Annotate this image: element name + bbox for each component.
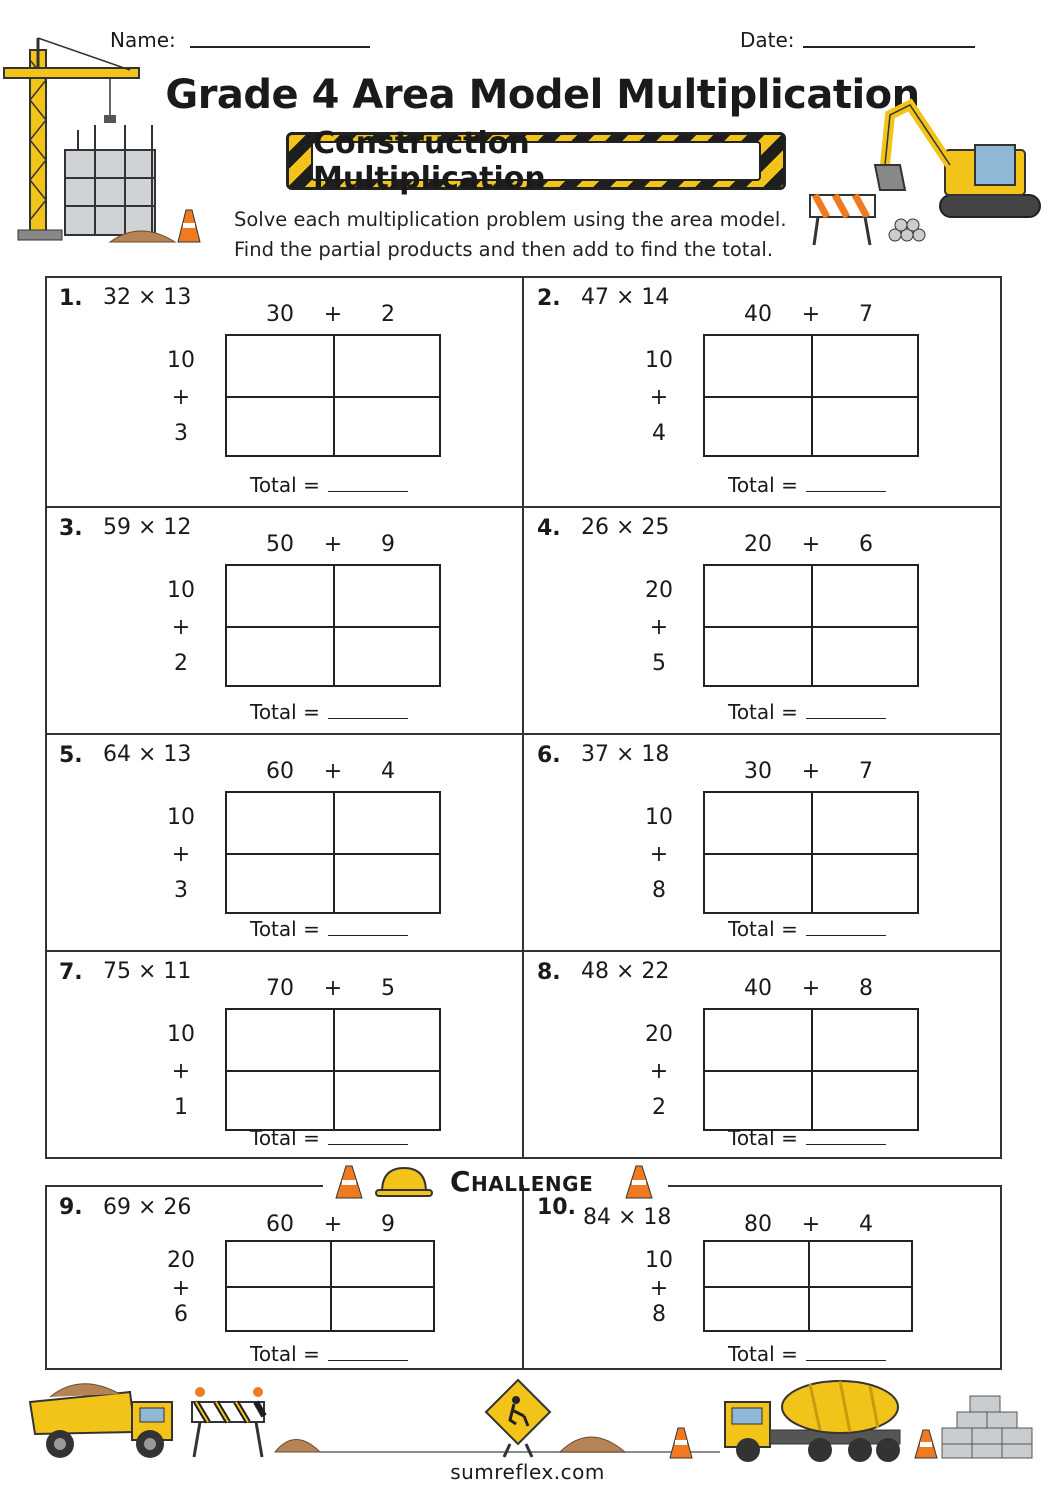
problem-expression: 75 × 11	[103, 959, 192, 984]
row-label: 20	[645, 578, 673, 603]
area-model-divider	[705, 396, 917, 398]
plus-sign: +	[323, 976, 343, 1001]
plus-sign: +	[801, 976, 821, 1001]
problem-expression: 69 × 26	[103, 1195, 192, 1220]
row-label: 6	[174, 1302, 188, 1327]
tower-crane-illustration	[0, 30, 215, 250]
area-model-grid[interactable]	[703, 1008, 919, 1131]
total-label: Total =	[250, 700, 320, 724]
column-label: 7	[859, 759, 873, 784]
row-label: 10	[167, 348, 195, 373]
traffic-cone-icon	[622, 1162, 656, 1202]
total-line	[250, 1126, 408, 1150]
area-model-divider	[705, 1070, 917, 1072]
column-label: 8	[859, 976, 873, 1001]
area-model-divider	[227, 396, 439, 398]
total-label: Total =	[250, 917, 320, 941]
problem-number: 2.	[537, 286, 561, 311]
row-label: 20	[645, 1022, 673, 1047]
dump-truck-icon	[30, 1384, 172, 1458]
problem-number: 6.	[537, 743, 561, 768]
dirt-pile-icon	[275, 1440, 320, 1453]
row-label: 10	[167, 805, 195, 830]
column-label: 60	[266, 759, 294, 784]
area-model-divider	[227, 626, 439, 628]
area-model-grid[interactable]	[225, 1008, 441, 1131]
total-answer-field[interactable]	[806, 475, 886, 492]
barricade-icon	[192, 1387, 264, 1457]
problem-expression: 32 × 13	[103, 285, 192, 310]
total-label: Total =	[250, 473, 320, 497]
column-label: 40	[744, 976, 772, 1001]
plus-sign: +	[323, 759, 343, 784]
excavator-illustration	[800, 95, 1045, 255]
row-label: 2	[652, 1095, 666, 1120]
dirt-pile-icon	[560, 1437, 625, 1452]
row-label: 2	[174, 651, 188, 676]
total-answer-field[interactable]	[806, 919, 886, 936]
total-line	[250, 917, 408, 941]
plus-sign: +	[171, 1059, 191, 1084]
hard-hat-icon	[376, 1168, 432, 1196]
area-model-divider	[705, 626, 917, 628]
challenge-icons	[332, 1162, 437, 1202]
plus-sign: +	[649, 615, 669, 640]
building-frame-icon	[65, 125, 155, 235]
column-label: 30	[266, 302, 294, 327]
row-label: 10	[645, 348, 673, 373]
row-label: 10	[167, 578, 195, 603]
row-label: 20	[167, 1248, 195, 1273]
total-answer-field[interactable]	[806, 1128, 886, 1145]
area-model-grid[interactable]	[225, 564, 441, 687]
problem-number: 4.	[537, 516, 561, 541]
problem-number: 8.	[537, 960, 561, 985]
area-model-divider	[227, 853, 439, 855]
total-answer-field[interactable]	[328, 475, 408, 492]
challenge-heading: Challenge	[450, 1165, 594, 1198]
total-label: Total =	[728, 1342, 798, 1366]
name-label: Name:	[110, 28, 176, 52]
row-label: 10	[645, 1248, 673, 1273]
grid-divider	[522, 1185, 524, 1368]
total-line	[250, 1342, 408, 1366]
row-label: 1	[174, 1095, 188, 1120]
area-model-grid[interactable]	[703, 791, 919, 914]
column-label: 60	[266, 1212, 294, 1237]
total-label: Total =	[728, 473, 798, 497]
total-label: Total =	[728, 700, 798, 724]
concrete-blocks-icon	[942, 1396, 1032, 1458]
problem-expression: 64 × 13	[103, 742, 192, 767]
problem-number: 7.	[59, 960, 83, 985]
area-model-divider	[705, 853, 917, 855]
total-line	[728, 1342, 886, 1366]
problem-expression: 59 × 12	[103, 515, 192, 540]
total-answer-field[interactable]	[806, 1344, 886, 1361]
column-label: 9	[381, 532, 395, 557]
column-label: 2	[381, 302, 395, 327]
pipes-icon	[889, 219, 925, 241]
date-label: Date:	[740, 28, 795, 52]
total-line	[728, 917, 886, 941]
plus-sign: +	[801, 532, 821, 557]
column-label: 30	[744, 759, 772, 784]
plus-sign: +	[171, 842, 191, 867]
challenge-rule-right	[668, 1185, 1002, 1187]
challenge-border	[45, 1185, 47, 1370]
problem-number: 3.	[59, 516, 83, 541]
barricade-icon	[810, 195, 875, 245]
row-label: 3	[174, 878, 188, 903]
area-model-grid[interactable]	[225, 334, 441, 457]
footer-url: sumreflex.com	[450, 1460, 605, 1484]
plus-sign: +	[649, 385, 669, 410]
plus-sign: +	[801, 759, 821, 784]
row-label: 10	[645, 805, 673, 830]
problem-expression: 26 × 25	[581, 515, 670, 540]
plus-sign: +	[171, 615, 191, 640]
total-label: Total =	[728, 917, 798, 941]
problem-expression: 37 × 18	[581, 742, 670, 767]
total-line	[250, 473, 408, 497]
problem-expression: 48 × 22	[581, 959, 670, 984]
instruction-line-2: Find the partial products and then add to find the total.	[234, 238, 774, 261]
traffic-cone-icon	[915, 1430, 937, 1458]
problem-number: 5.	[59, 743, 83, 768]
grid-divider	[45, 733, 1002, 735]
excavator-icon	[875, 105, 1040, 217]
total-label: Total =	[250, 1126, 320, 1150]
challenge-border	[45, 1368, 1002, 1370]
total-line	[728, 700, 886, 724]
column-label: 70	[266, 976, 294, 1001]
plus-sign: +	[323, 302, 343, 327]
row-label: 5	[652, 651, 666, 676]
column-label: 50	[266, 532, 294, 557]
area-model-divider	[227, 1286, 433, 1288]
challenge-rule-left	[45, 1185, 323, 1187]
column-label: 7	[859, 302, 873, 327]
page-title: Grade 4 Area Model Multiplication	[165, 72, 920, 118]
plus-sign: +	[801, 302, 821, 327]
area-model-grid[interactable]	[703, 564, 919, 687]
row-label: 8	[652, 1302, 666, 1327]
plus-sign: +	[171, 1276, 191, 1301]
grid-divider	[45, 506, 1002, 508]
area-model-grid[interactable]	[225, 791, 441, 914]
area-model-grid[interactable]	[703, 1240, 913, 1332]
grid-divider	[522, 276, 524, 1159]
row-label: 4	[652, 421, 666, 446]
total-answer-field[interactable]	[328, 1128, 408, 1145]
total-label: Total =	[728, 1126, 798, 1150]
column-label: 5	[381, 976, 395, 1001]
column-label: 20	[744, 532, 772, 557]
total-line	[728, 473, 886, 497]
problem-number: 10.	[537, 1195, 576, 1220]
total-line	[250, 700, 408, 724]
traffic-cone-icon	[670, 1428, 692, 1458]
total-label: Total =	[250, 1342, 320, 1366]
column-label: 6	[859, 532, 873, 557]
column-label: 9	[381, 1212, 395, 1237]
cement-mixer-truck-icon	[725, 1381, 900, 1462]
column-label: 40	[744, 302, 772, 327]
plus-sign: +	[649, 1276, 669, 1301]
problem-number: 1.	[59, 286, 83, 311]
column-label: 4	[859, 1212, 873, 1237]
area-model-divider	[227, 1070, 439, 1072]
name-field[interactable]	[190, 46, 370, 48]
area-model-grid[interactable]	[703, 334, 919, 457]
bottom-illustrations	[20, 1372, 1040, 1462]
row-label: 10	[167, 1022, 195, 1047]
plus-sign: +	[649, 1059, 669, 1084]
plus-sign: +	[171, 385, 191, 410]
problem-expression: 47 × 14	[581, 285, 670, 310]
subtitle-banner	[286, 126, 786, 196]
problem-number: 9.	[59, 1195, 83, 1220]
area-model-grid[interactable]	[225, 1240, 435, 1332]
problem-expression: 84 × 18	[583, 1205, 672, 1230]
date-field[interactable]	[803, 46, 975, 48]
column-label: 4	[381, 759, 395, 784]
total-line	[728, 1126, 886, 1150]
total-answer-field[interactable]	[328, 702, 408, 719]
plus-sign: +	[649, 842, 669, 867]
challenge-border	[1000, 1185, 1002, 1370]
grid-divider	[45, 950, 1002, 952]
traffic-cone-icon	[336, 1166, 362, 1198]
plus-sign: +	[323, 1212, 343, 1237]
traffic-cone-icon	[178, 210, 200, 242]
subtitle-text: Construction Multiplication	[311, 141, 761, 181]
plus-sign: +	[801, 1212, 821, 1237]
column-label: 80	[744, 1212, 772, 1237]
instruction-line-1: Solve each multiplication problem using the area model.	[234, 208, 787, 231]
area-model-divider	[705, 1286, 911, 1288]
row-label: 8	[652, 878, 666, 903]
men-at-work-sign-icon	[486, 1380, 550, 1457]
total-answer-field[interactable]	[328, 919, 408, 936]
row-label: 3	[174, 421, 188, 446]
total-answer-field[interactable]	[806, 702, 886, 719]
total-answer-field[interactable]	[328, 1344, 408, 1361]
plus-sign: +	[323, 532, 343, 557]
